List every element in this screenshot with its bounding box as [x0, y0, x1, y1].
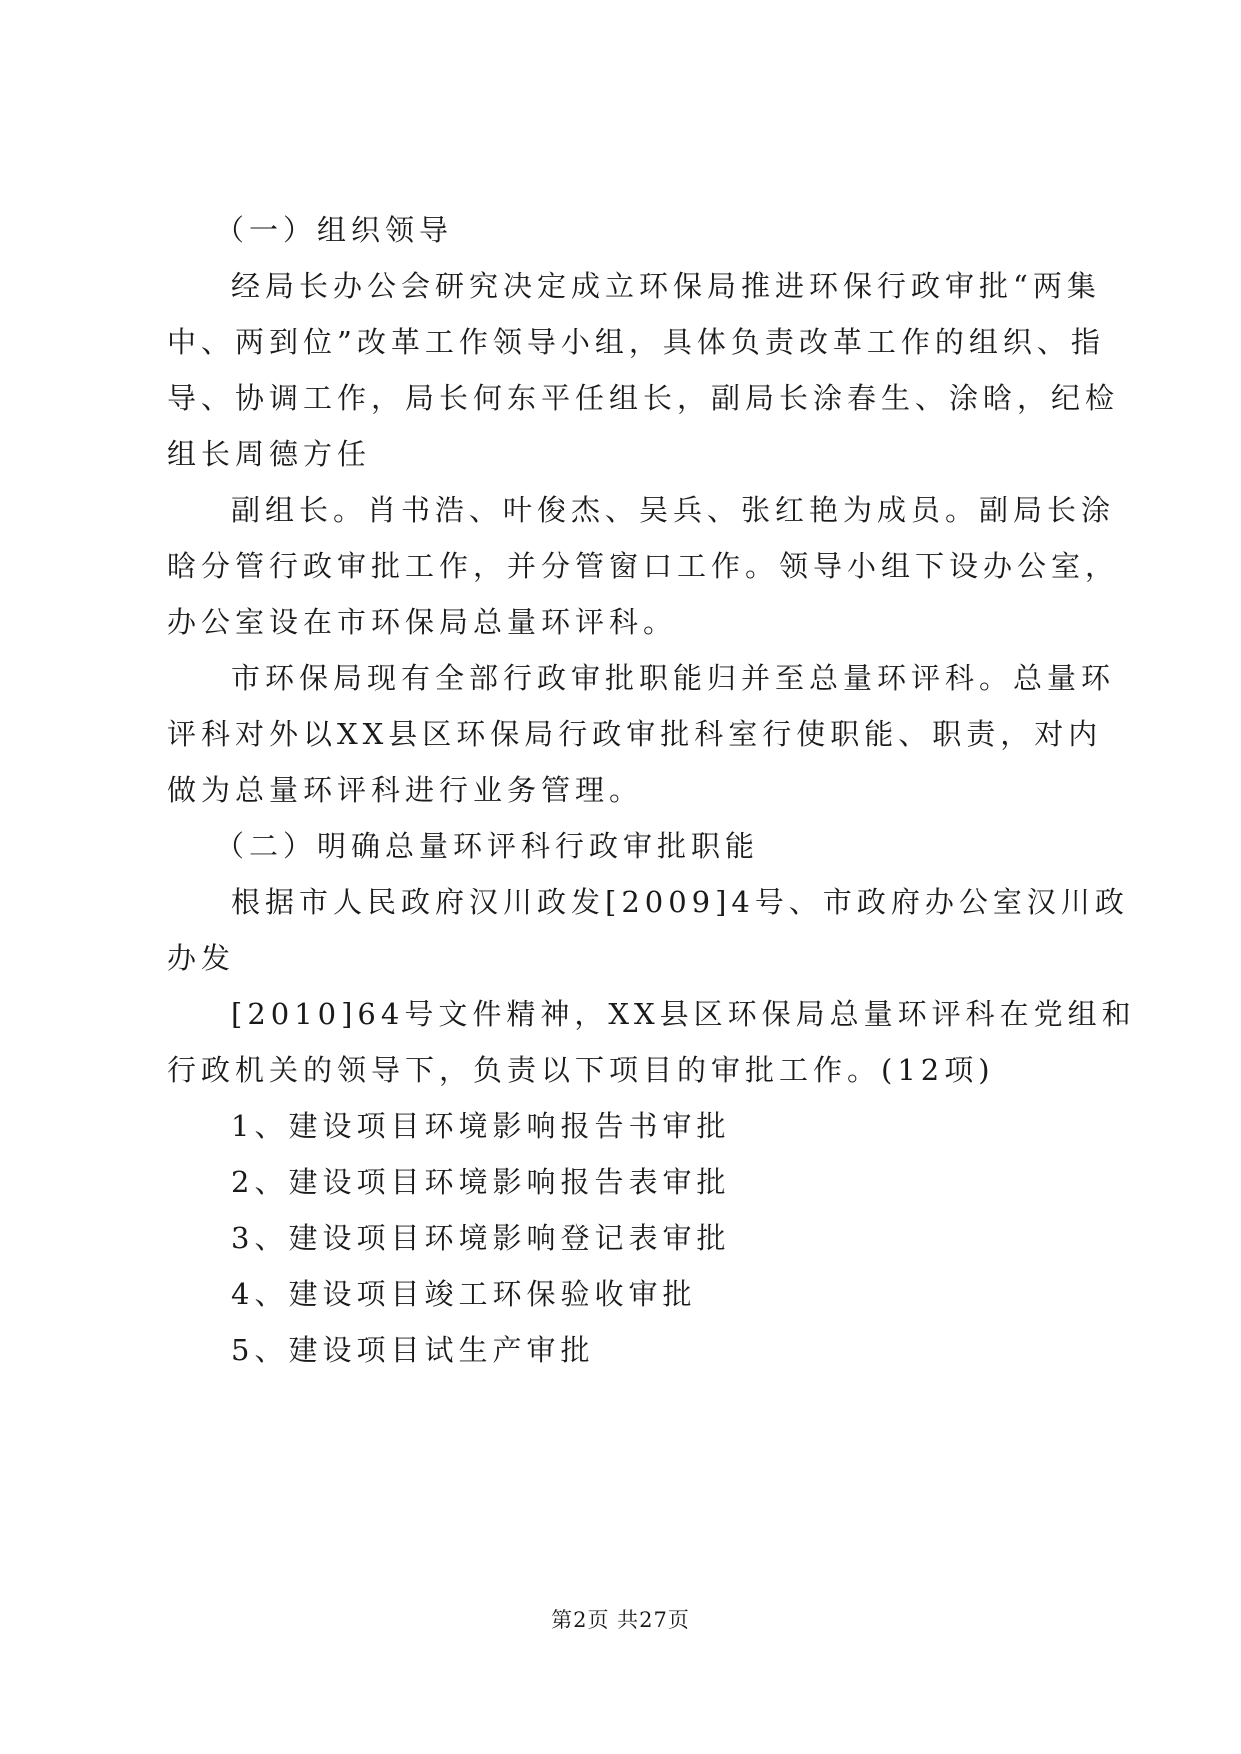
paragraph-5-line-2: 行政机关的领导下，负责以下项目的审批工作。(12项)	[167, 1053, 995, 1087]
paragraph-4-line-2: 办发	[167, 941, 236, 975]
paragraph-5-line-1: [2010]64号文件精神，XX县区环保局总量环评科在党组和	[231, 997, 1136, 1031]
list-item: 2、建设项目环境影响报告表审批	[231, 1165, 731, 1199]
paragraph-2-line-2: 晗分管行政审批工作，并分管窗口工作。领导小组下设办公室，	[167, 549, 1120, 583]
list-item: 1、建设项目环境影响报告书审批	[231, 1109, 731, 1143]
paragraph-2-line-3: 办公室设在市环保局总量环评科。	[167, 605, 678, 639]
page-number-footer: 第2页 共27页	[551, 1608, 690, 1632]
paragraph-1-line-3: 导、协调工作，局长何东平任组长，副局长涂春生、涂晗，纪检	[167, 381, 1120, 415]
paragraph-3-line-3: 做为总量环评科进行业务管理。	[167, 773, 644, 807]
paragraph-4-line-1: 根据市人民政府汉川政发[2009]4号、市政府办公室汉川政	[231, 885, 1129, 919]
paragraph-2-line-1: 副组长。肖书浩、叶俊杰、吴兵、张红艳为成员。副局长涂	[231, 493, 1116, 527]
section-heading-1: （一）组织领导	[215, 213, 454, 247]
paragraph-3-line-1: 市环保局现有全部行政审批职能归并至总量环评科。总量环	[231, 661, 1116, 695]
list-item: 5、建设项目试生产审批	[231, 1333, 595, 1367]
list-item: 3、建设项目环境影响登记表审批	[231, 1221, 731, 1255]
paragraph-3-line-2: 评科对外以XX县区环保局行政审批科室行使职能、职责，对内	[167, 717, 1103, 751]
list-item: 4、建设项目竣工环保验收审批	[231, 1277, 697, 1311]
paragraph-1-line-4: 组长周德方任	[167, 437, 372, 471]
paragraph-1-line-1: 经局长办公会研究决定成立环保局推进环保行政审批“两集	[231, 269, 1101, 303]
paragraph-1-line-2: 中、两到位”改革工作领导小组，具体负责改革工作的组织、指	[167, 325, 1105, 359]
section-heading-2: （二）明确总量环评科行政审批职能	[215, 829, 760, 863]
